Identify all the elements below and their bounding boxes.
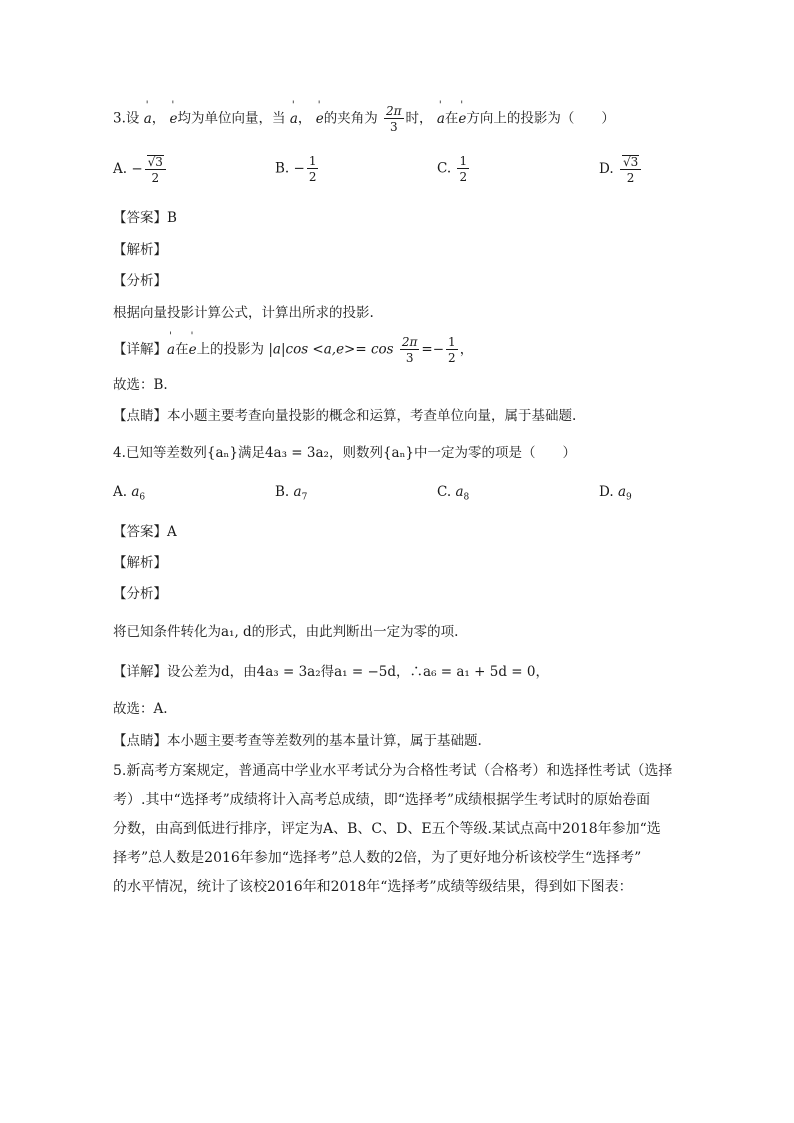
q4-option-a: A. $a_6$ [113,484,146,503]
q3-option-a: A. − $\frac{√3}{2}$ [113,155,168,184]
q4-option-d: D. $a_9$ [599,484,632,503]
q4-fenxi: 【分析】 [113,586,167,602]
vector-e: ' e [458,111,466,127]
vector-e: ' e [170,111,178,127]
q3-comment: 【点睛】本小题主要考查向量投影的概念和运算，考查单位向量，属于基础题. [113,408,577,424]
q5-stem [113,757,673,902]
vector-e: ' e [316,111,324,127]
q5-line: 5.新高考方案规定，普通高中学业水平考试分为合格性考试（合格考）和选择性考试（选择 [113,763,673,779]
q4-option-b: B. $a_7$ [275,484,308,503]
vector-a: ' a [290,111,298,127]
angle-fraction: $\frac{2\pi}{3}$ [386,104,402,134]
q5-line: 分数，由高到低进行排序，评定为A、B、C、D、E五个等级.某试点高中2018年参加“选 [113,821,661,837]
q3-fenxi: 【分析】 [113,273,167,289]
q3-analysis: 根据向量投影计算公式，计算出所求的投影. [113,305,374,321]
q3-answer: 【答案】B [113,210,177,226]
q3-option-d: D. $\frac{√3}{2}$ [599,155,643,184]
q4-option-c: C. $a_8$ [437,484,470,503]
q4-detail: 【详解】设公差为d，由4a₃ = 3a₂得a₁ = −5d，∴a₆ = a₁ + 5d = 0， [113,664,549,680]
vector-a: ' a [437,111,445,127]
q3-stem: 3.设 ' a， ' e均为单位向量，当 ' a， ' e的夹角为 $\frac{2\pi}{3}$ 时， ' a在' e方向上的投影为（ ） [113,105,615,133]
q4-answer: 【答案】A [113,524,177,540]
q3-option-b: B. − $\frac{1}{2}$ [275,154,317,184]
q3-option-c: C. $\frac{1}{2}$ [437,154,468,184]
q4-comment: 【点睛】本小题主要考查等差数列的基本量计算，属于基础题. [113,733,482,749]
q5-line: 的水平情况，统计了该校2016年和2018年“选择考”成绩等级结果，得到如下图表： [113,879,633,895]
q5-line: 考）.其中“选择考”成绩将计入高考总成绩，即“选择考”成绩根据学生考试时的原始卷面 [113,792,651,808]
q3-jiexi: 【解析】 [113,242,167,258]
q4-jiexi: 【解析】 [113,555,167,571]
q4-choice: 故选：A. [113,701,168,717]
q3-detail: 【详解】' a在' e上的投影为 |a|cos <a,e>= cos $\frac{2\pi}{3}$ =− $\frac{1}{2}$ ， [113,336,473,364]
q3-choice: 故选：B. [113,377,168,393]
vector-a: ' a [144,111,152,127]
q4-stem: 4.已知等差数列{aₙ}满足4a₃ = 3a₂，则数列{aₙ}中一定为零的项是（ ） [113,445,577,461]
q4-analysis: 将已知条件转化为a₁, d的形式，由此判断出一定为零的项. [113,624,459,640]
q5-line: 择考”总人数是2016年参加“选择考”总人数的2倍，为了更好地分析该校学生“选择考” [113,850,642,866]
